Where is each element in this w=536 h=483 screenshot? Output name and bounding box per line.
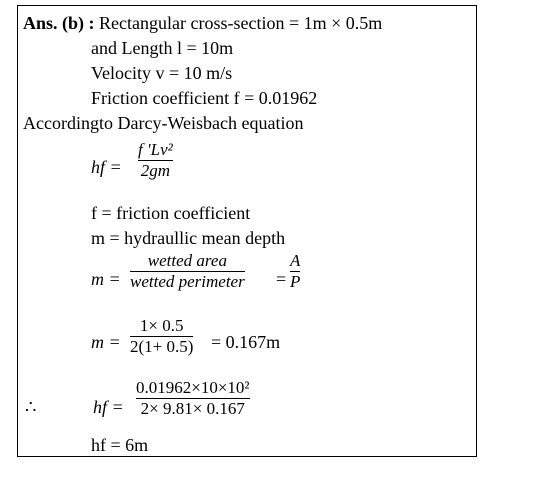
eq4-fraction	[136, 378, 250, 419]
eq2-fraction	[130, 251, 245, 292]
eq1-lhs: hf =	[91, 157, 122, 177]
eq2-a: A	[290, 251, 301, 270]
length-text: and Length l = 10m	[91, 38, 234, 58]
eq1-fraction	[138, 140, 173, 181]
eq2-p: P	[290, 272, 301, 291]
final-result: hf = 6m	[91, 435, 149, 455]
answer-box	[17, 5, 477, 457]
answer-label: Ans. (b) :	[23, 13, 95, 33]
eq4-denominator: 2× 9.81× 0.167	[140, 399, 245, 418]
therefore-symbol: ∴	[25, 397, 37, 417]
eq2-denominator: wetted perimeter	[130, 272, 245, 291]
eq3-lhs: m =	[91, 332, 121, 352]
eq3-result: = 0.167m	[211, 332, 281, 352]
eq2-fraction-ap	[290, 251, 300, 292]
velocity-text: Velocity v = 10 m/s	[91, 63, 233, 83]
f-definition: f = friction coefficient	[91, 203, 251, 223]
eq1-denominator: 2gm	[140, 161, 170, 180]
eq2-equals: =	[276, 269, 287, 289]
answer-line-1	[23, 12, 382, 34]
eq3-numerator: 1× 0.5	[139, 316, 184, 335]
eq3-fraction	[130, 316, 193, 357]
eq3-denominator: 2(1+ 0.5)	[130, 337, 194, 356]
eq4-numerator: 0.01962×10×10²	[136, 378, 250, 397]
m-definition: m = hydraullic mean depth	[91, 228, 286, 248]
eq1-numerator: f 'Lv²	[138, 140, 173, 159]
eq2-lhs: m =	[91, 269, 121, 289]
cross-section-text: Rectangular cross-section = 1m × 0.5m	[99, 13, 383, 33]
eq4-lhs: hf =	[93, 397, 124, 417]
eq2-numerator: wetted area	[147, 251, 227, 270]
darcy-text: Accordingto Darcy-Weisbach equation	[23, 113, 304, 133]
friction-text: Friction coefficient f = 0.01962	[91, 88, 318, 108]
